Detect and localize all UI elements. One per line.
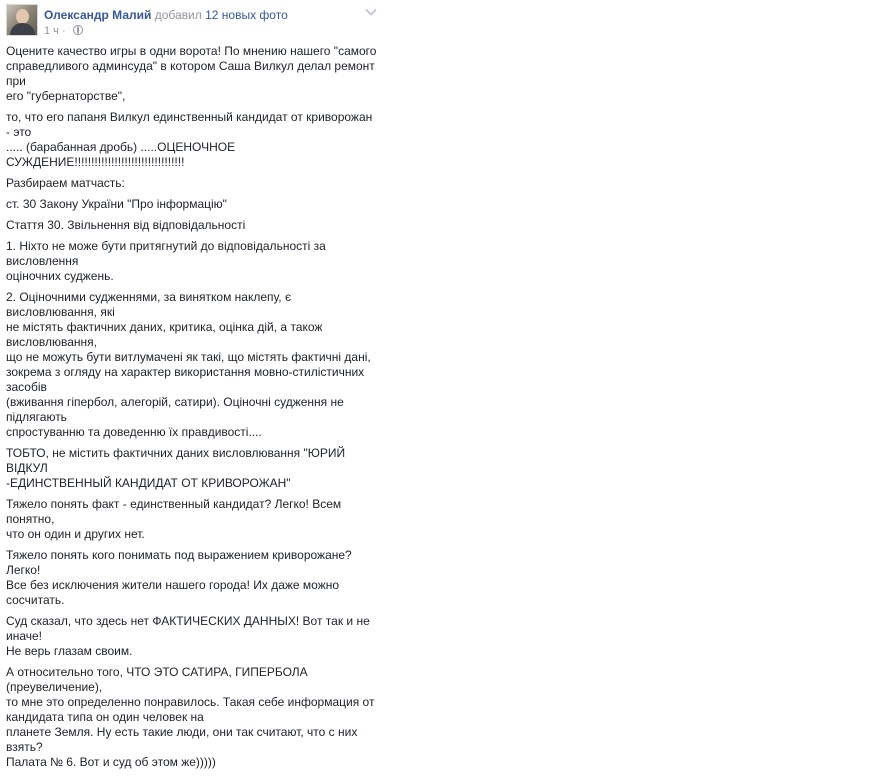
post-meta: [44, 25, 83, 37]
action-prefix: добавил: [154, 8, 202, 22]
post-action: [155, 8, 288, 22]
post-paragraph: Оцените качество игры в одни ворота! По мнению нашего "самого справедливого админсуда" в котором Саша Вилкул делал ремонт при его "губернаторстве",: [6, 44, 377, 103]
post-paragraph: ТОБТО, не містить фактичних даних висловлювання "ЮРИЙ ВІДКУЛ -ЕДИНСТВЕННЫЙ КАНДИДАТ ОТ КРИВОРОЖАН": [6, 446, 346, 490]
chevron-down-icon[interactable]: [365, 8, 377, 16]
post-paragraph: Суд сказал, что здесь нет ФАКТИЧЕСКИХ ДАННЫХ! Вот так и не иначе! Не верь глазам своим.: [6, 614, 370, 658]
post-timestamp-link[interactable]: 1 ч: [44, 25, 59, 37]
post-paragraph: Тяжело понять факт - единственный кандидат? Легко! Всем понятно, что он один и других нет.: [6, 497, 342, 541]
feed-post: [0, 0, 385, 769]
post-paragraph: то, что его папаня Вилкул единственный кандидат от криворожан - это ..... (барабанная дробь) .....ОЦЕНОЧНОЕ СУЖДЕНИЕ!!!!!!!!!!!!!!!!!!!!!!!!!!!!!!!!!: [6, 110, 373, 169]
post-paragraph: А относительно того, ЧТО ЭТО САТИРА, ГИПЕРБОЛА (преувеличение), то мне это определенно понравилось. Такая себе информация от кандидата типа он один человек на планете Земля. Ну есть такие люди, они так считают, что с них взять? Палата № 6. Вот и суд об этом же))))): [6, 665, 375, 769]
post-paragraph: ст. 30 Закону України "Про інформацію": [6, 197, 227, 211]
audience-globe-icon[interactable]: [73, 25, 83, 35]
photos-link[interactable]: 12 новых фото: [205, 8, 288, 22]
post-paragraph: 1. Ніхто не може бути притягнутий до відповідальності за висловлення оціночних суджень.: [6, 239, 326, 283]
post-paragraph: Разбираем матчасть:: [6, 176, 125, 190]
post-paragraph: Стаття 30. Звільнення від відповідальності: [6, 218, 246, 232]
author-avatar[interactable]: [6, 4, 38, 36]
meta-separator: ·: [61, 25, 66, 37]
post-paragraph: 2. Оціночними судженнями, за винятком наклепу, є висловлювання, які не містять фактичних даних, критика, оцінка дій, а також висловлювання, що не можуть бути витлумачені як такі, що містять фактичні дані, зокрема з огляду на характер використання мовно-стилістичних засобів (вживання гіпербол, алегорій, сатири). Оціночні судження не підлягають спростуванню та доведенню їх правдивості....: [6, 290, 371, 439]
post-header: [44, 8, 288, 22]
post-text: [6, 44, 378, 776]
post-paragraph: Тяжело понять кого понимать под выражением криворожане? Легко! Все без исключения жители нашего города! Их даже можно сосчитать.: [6, 548, 352, 607]
author-name-link[interactable]: Олександр Малий: [44, 8, 152, 22]
